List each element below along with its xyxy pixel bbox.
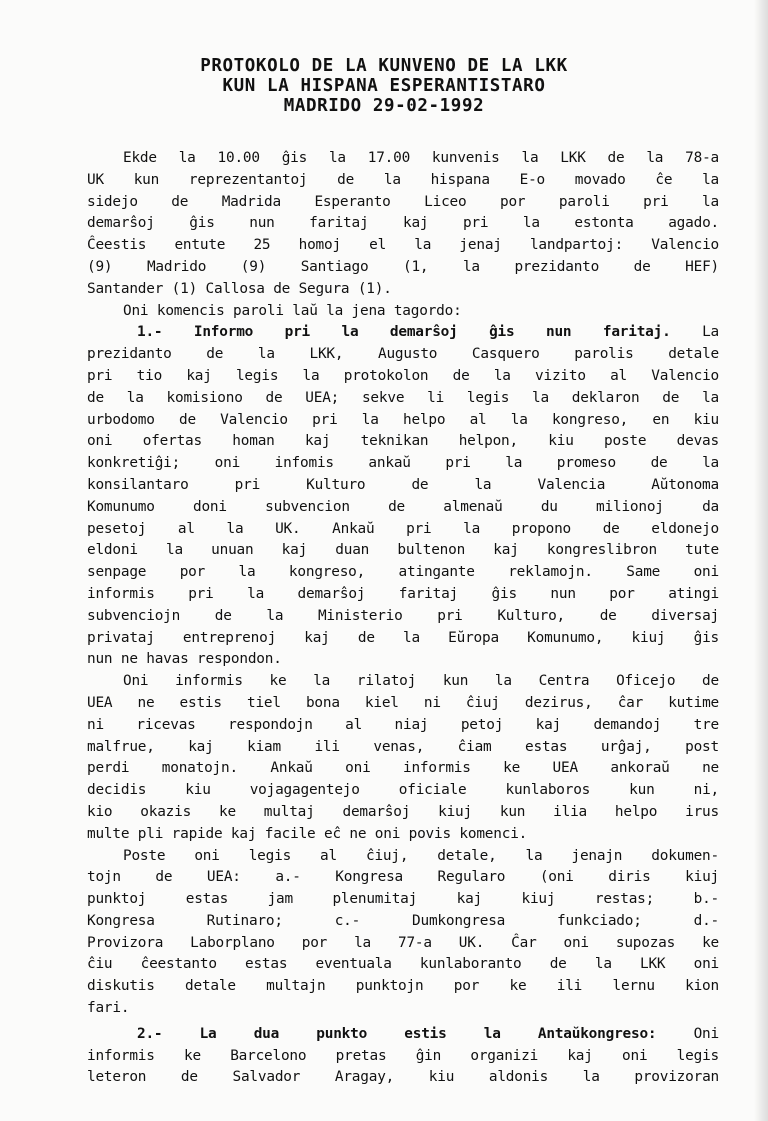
text-line: prezidanto de la LKK, Augusto Casquero parolis detale — [87, 346, 719, 363]
agenda-item-2-heading: 2.- La dua punkto estis la Antaŭkongreso: — [137, 1025, 657, 1042]
text-line: oni ofertas homan kaj teknikan helpon, kiu poste devas — [87, 433, 719, 450]
document-body — [87, 148, 719, 1089]
agenda-item-1-heading: 1.- Informo pri la demarŝoj ĝis nun faritaj. — [137, 324, 671, 341]
agenda-item-2 — [87, 1024, 719, 1089]
text-line: urbodomo de Valencio pri la helpo al la kongreso, en kiu — [87, 411, 719, 428]
text-line: senpage por la kongreso, atingante reklamojn. Same oni — [87, 564, 719, 581]
paragraph-agenda — [87, 301, 719, 323]
text-line: Ekde la 10.00 ĝis la 17.00 kunvenis la LKK de la 78-a — [123, 150, 719, 166]
agenda-item-1-tail: La — [702, 324, 719, 341]
text-line — [87, 322, 719, 344]
text-line: tojn de UEA: a.- Kongresa Regularo (oni diris kiuj — [87, 869, 719, 886]
paragraph-documents — [87, 846, 719, 1020]
text-line: decidis kiu vojagagentejo oficiale kunlaboros kun ni, — [87, 782, 719, 799]
agenda-item-1 — [87, 322, 719, 671]
scan-edge-shadow — [754, 0, 768, 1121]
document-title — [0, 56, 768, 116]
paragraph-intro — [87, 148, 719, 301]
text-line: punktoj estas jam plenumitaj kaj kiuj restas; b.- — [87, 891, 719, 908]
text-line: ni ricevas respondojn al niaj petoj kaj demandoj tre — [87, 716, 719, 733]
text-line: diskutis detale multajn punktojn por ke ili lernu kion — [87, 978, 719, 995]
text-line: UK kun reprezentantoj de la hispana E-o movado ĉe la — [87, 171, 719, 188]
text-line: konsilantaro pri Kulturo de la Valencia Aŭtonoma — [87, 476, 719, 493]
agenda-item-2-tail: Oni — [693, 1025, 719, 1042]
text-line: leteron de Salvador Aragay, kiu aldonis la provizoran — [87, 1069, 719, 1086]
text-line: kio okazis ke multaj demarŝoj kiuj kun ilia helpo irus — [87, 803, 719, 820]
title-line-1: PROTOKOLO DE LA KUNVENO DE LA LKK — [200, 56, 568, 76]
text-line: (9) Madrido (9) Santiago (1, la prezidanto de HEF) — [87, 258, 719, 275]
text-line: nun ne havas respondon. — [87, 651, 282, 668]
text-line: Poste oni legis al ĉiuj, detale, la jenajn dokumen- — [123, 847, 719, 864]
text-line: eldoni la unuan kaj duan bultenon kaj kongreslibron tute — [87, 542, 719, 559]
paragraph-relations — [87, 671, 719, 845]
text-line: malfrue, kaj kiam ili venas, ĉiam estas urĝaj, post — [87, 738, 719, 755]
text-line — [87, 1024, 719, 1046]
text-line: privataj entreprenoj kaj de la Eŭropa Komunumo, kiuj ĝis — [87, 629, 719, 646]
text-line: sidejo de Madrida Esperanto Liceo por paroli pri la — [87, 193, 719, 210]
text-line: perdi monatojn. Ankaŭ oni informis ke UEA ankoraŭ ne — [87, 760, 719, 777]
text-line: fari. — [87, 1000, 130, 1017]
text-line: Kongresa Rutinaro; c.- Dumkongresa funkciado; d.- — [87, 912, 719, 929]
text-line: subvenciojn de la Ministerio pri Kulturo, de diversaj — [87, 607, 719, 624]
text-line: demarŝoj ĝis nun faritaj kaj pri la estonta agado. — [87, 215, 719, 232]
text-line: pri tio kaj legis la protokolon de la vizito al Valencio — [87, 367, 719, 384]
title-line-2: KUN LA HISPANA ESPERANTISTARO — [222, 76, 546, 96]
text-line: Ĉeestis entute 25 homoj el la jenaj landpartoj: Valencio — [87, 237, 719, 254]
text-line: Santander (1) Callosa de Segura (1). — [87, 280, 392, 297]
text-line: multe pli rapide kaj facile eĉ ne oni povis komenci. — [87, 825, 528, 842]
text-line: de la komisiono de UEA; sekve li legis la deklaron de la — [87, 389, 719, 406]
text-line: ĉiu ĉeestanto estas eventuala kunlaboranto de la LKK oni — [87, 956, 719, 973]
title-line-3: MADRIDO 29-02-1992 — [283, 96, 485, 116]
text-line: informis ke Barcelono pretas ĝin organizi kaj oni legis — [87, 1047, 719, 1064]
text-line: konkretiĝi; oni infomis ankaŭ pri la promeso de la — [87, 455, 719, 472]
text-line: pesetoj al la UK. Ankaŭ pri la propono de eldonejo — [87, 520, 719, 537]
text-line: Komunumo doni subvencion de almenaŭ du milionoj da — [87, 498, 719, 515]
text-line: Provizora Laborplano por la 77-a UK. Ĉar oni supozas ke — [87, 934, 719, 951]
text-line: UEA ne estis tiel bona kiel ni ĉiuj dezirus, ĉar kutime — [87, 694, 719, 711]
text-line: informis pri la demarŝoj faritaj ĝis nun por atingi — [87, 585, 719, 602]
text-line: Oni komencis paroli laŭ la jena tagordo: — [123, 302, 462, 319]
text-line: Oni informis ke la rilatoj kun la Centra Oficejo de — [123, 673, 719, 690]
